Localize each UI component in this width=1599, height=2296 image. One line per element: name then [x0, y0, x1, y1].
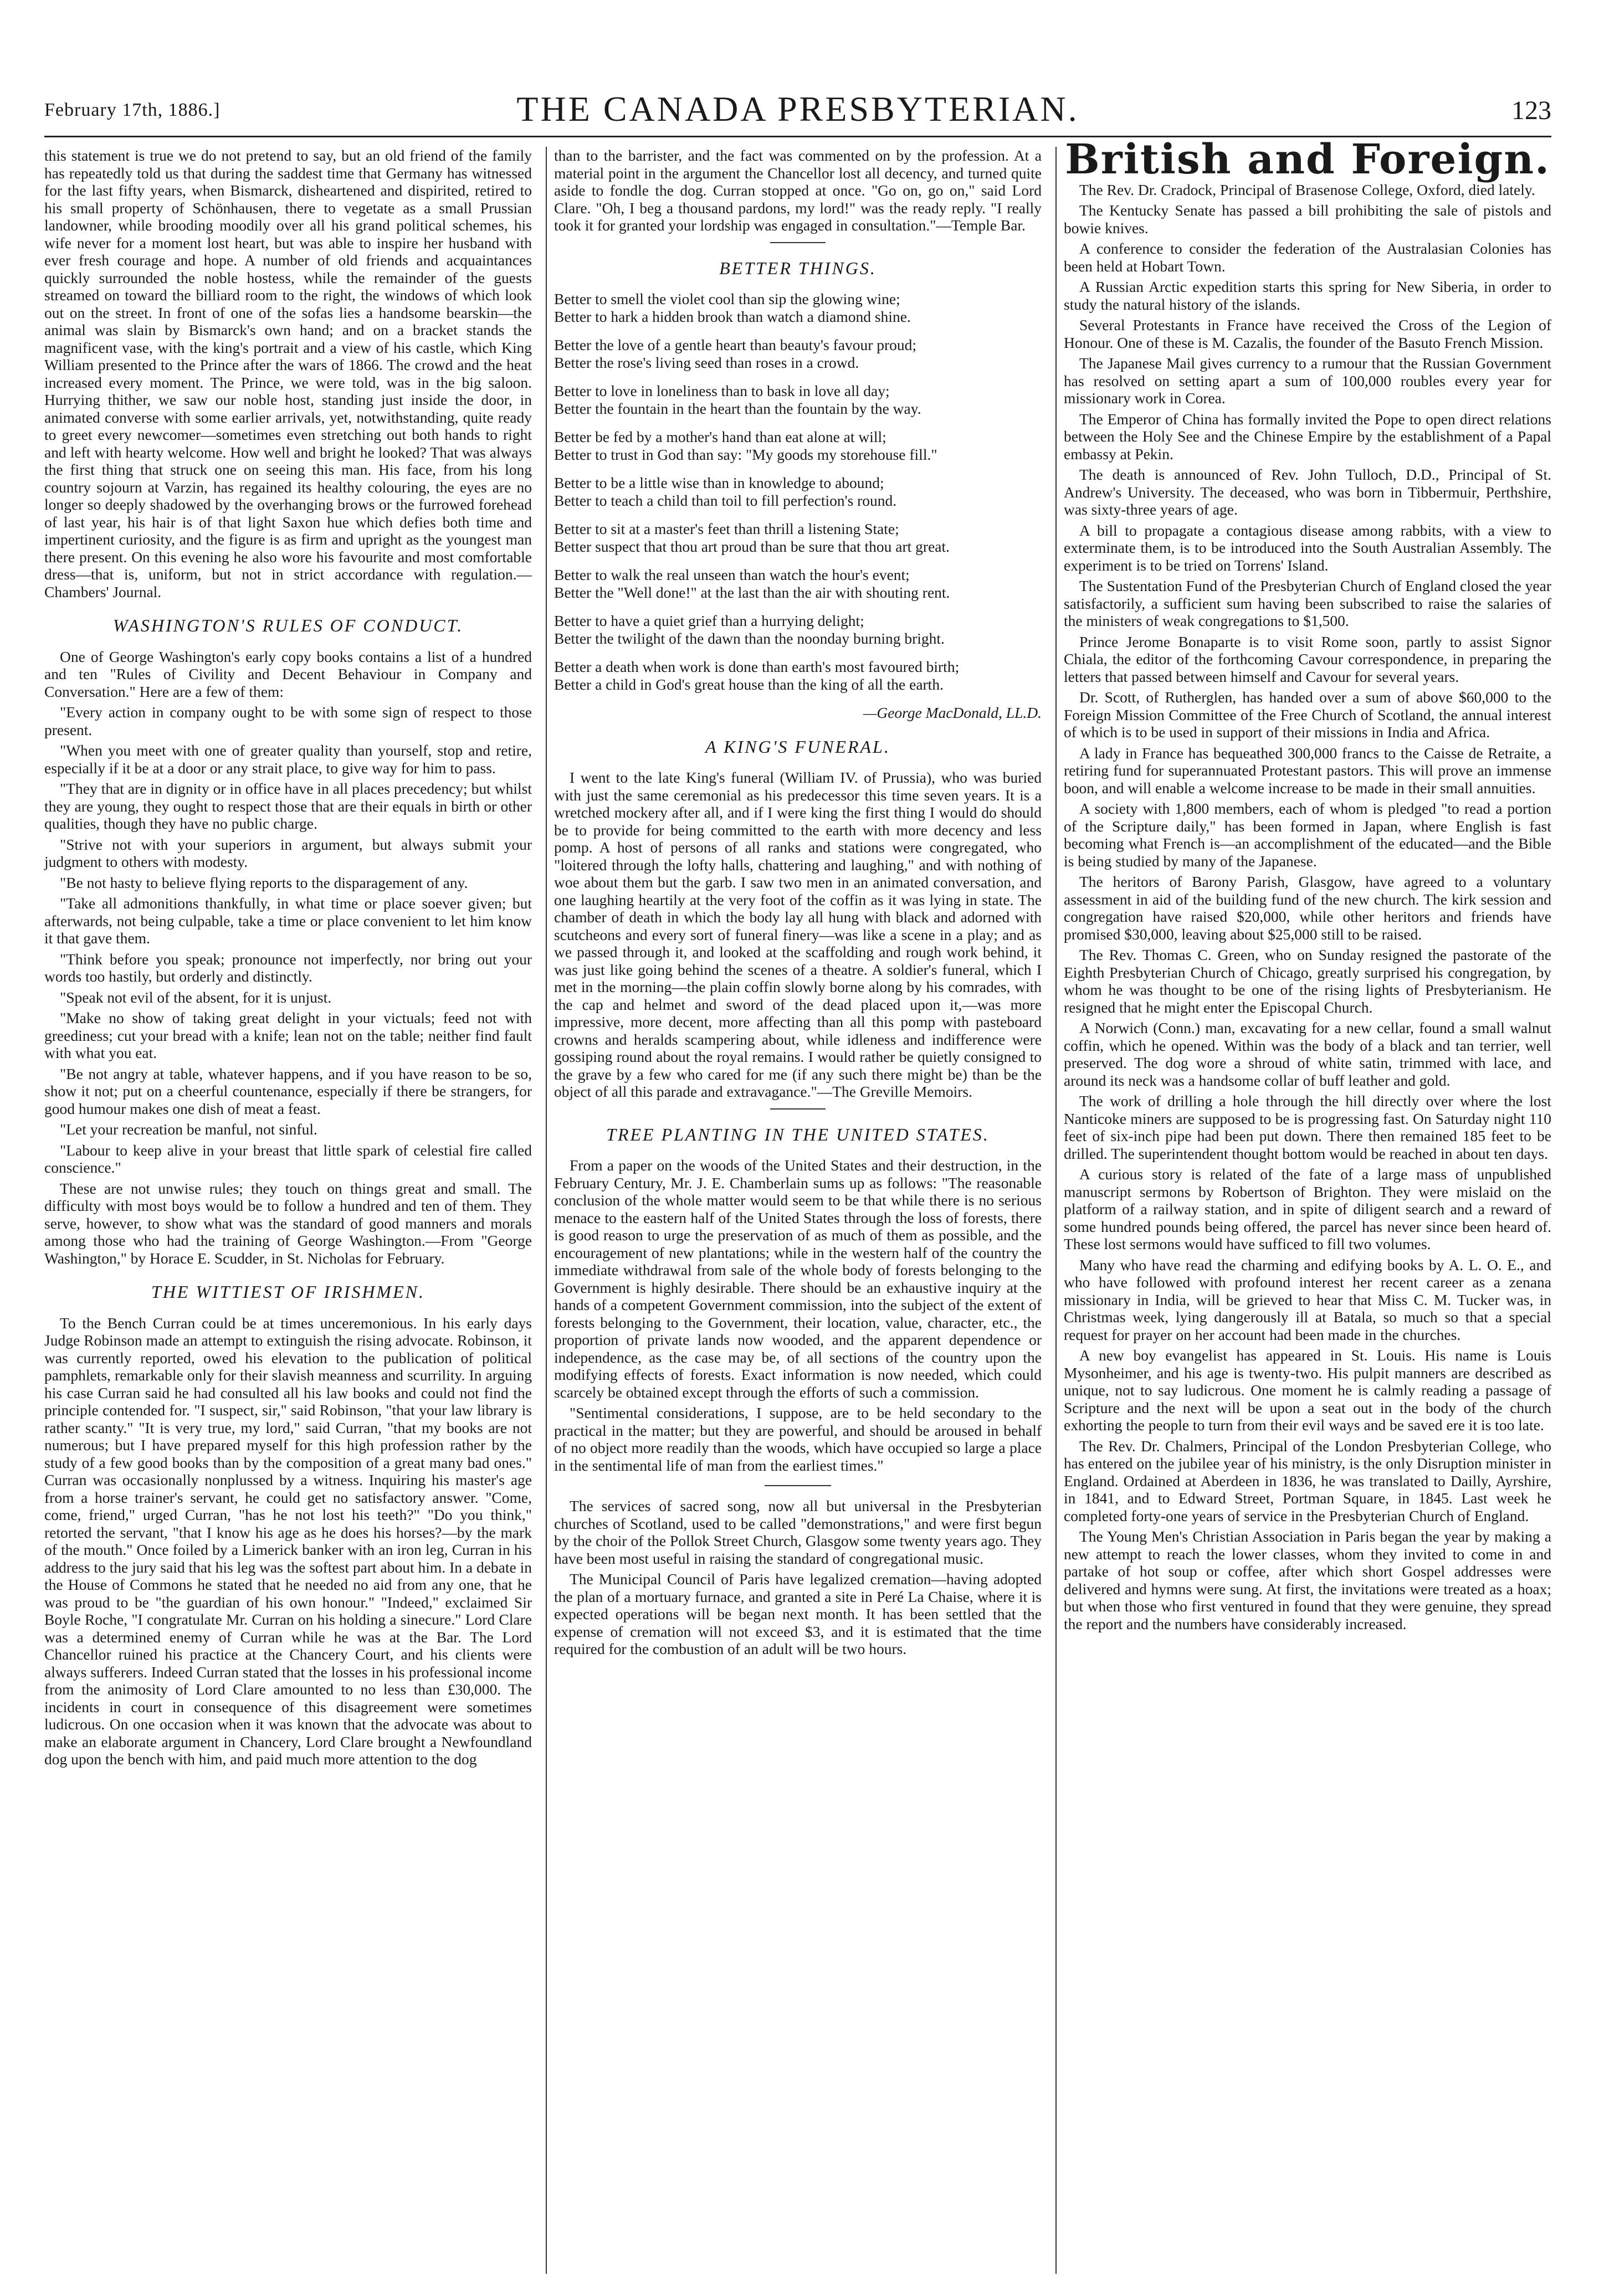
poem-line: Better to have a quiet grief than a hurrying delight;: [554, 612, 864, 629]
column-divider-1: [546, 147, 547, 2274]
news-item: A society with 1,800 members, each of whom is pledged "to read a portion of the Scripture daily," has been formed in Japan, where English is fast becoming what French is—an accomplishment of the educated—and the Bible is being studied by many of the Japanese.: [1064, 800, 1551, 870]
news-item: Many who have read the charming and edifying books by A. L. O. E., and who have followed with profound interest her recent career as a zenana missionary in India, will be grieved to hear that Miss C. M. Tucker was, in Christmas week, lying dangerously ill at Batala, so much so that a special request for prayer on her account had been made in the churches.: [1064, 1256, 1551, 1343]
news-item: Several Protestants in France have received the Cross of the Legion of Honour. One of these is M. Cazalis, the founder of the Basuto French Mission.: [1064, 316, 1551, 351]
news-item: A Russian Arctic expedition starts this spring for New Siberia, in order to study the natural history of the islands.: [1064, 278, 1551, 313]
poem-line: Better to trust in God than say: "My goods my storehouse fill.": [554, 445, 937, 463]
news-item: The work of drilling a hole through the hill directly over where the lost Nanticoke miners are supposed to be is progressing fast. On Saturday night 110 feet of six-inch pipe had been put down. There then remained 185 feet to be drilled. The superintendent thought bottom would be reached in about ten days.: [1064, 1092, 1551, 1162]
poem-stanza: [554, 474, 1042, 509]
funeral-article: I went to the late King's funeral (William IV. of Prussia), who was buried with just the same ceremonial as his predecessor this time seven years. It is a wretched mockery after all, and if I were king the first thing I would do should be to provide for being committed to the earth with more decency and less pomp. A host of persons of all ranks and stations were congregated, who "loitered through the lofty halls, chattering and laughing," and with nothing of woe about them but the garb. I saw two men in an animated conversation, and one laughing heartily at the very foot of the coffin as it was lying in state. The chamber of death in which the body lay all hung with black and adorned with scutcheons and every sort of funeral finery—was like a scene in a play; and as we passed through it, and looked at the scaffolding and rough work behind, it was just like going behind the scenes of a theatre. A soldier's funeral, which I met in the morning—the plain coffin slowly borne along by his comrades, with the cap and helmet and sword of the dead placed upon it,—was more impressive, more decent, more affecting than all this pomp with pasteboard crowns and heralds scampering about, while idleness and indifference were gossiping round about the royal remains. I would rather be quietly consigned to the grave by a few who cared for me (if any such there might be) than be the object of all this parade and extravagance."—The Greville Memoirs.: [554, 769, 1042, 1100]
news-item: A curious story is related of the fate of a large mass of unpublished manuscript sermons by Robertson of Brighton. They were mislaid on the platform of a railway station, and in spite of diligent search and a reward of some hundred pounds being offered, the parcel has never since been heard of. These lost sermons would have sufficed to fill two volumes.: [1064, 1165, 1551, 1252]
poem-line: Better a child in God's great house than the king of all the earth.: [554, 675, 944, 693]
poem-line: Better to teach a child than toil to fill perfection's round.: [554, 491, 897, 509]
news-item: The Kentucky Senate has passed a bill prohibiting the sale of pistols and bowie knives.: [1064, 202, 1551, 237]
poem-stanza: [554, 336, 1042, 371]
poem-line: Better to love in loneliness than to bask in love all day;: [554, 382, 890, 399]
washington-rule: "Take all admonitions thankfully, in what time or place soever given; but afterwards, not being culpable, take a time or place convenient to let him know it that gave them.: [44, 895, 532, 947]
news-item: The Emperor of China has formally invited the Pope to open direct relations between the Holy See and the Chinese Empire by the establishment of a Papal embassy at Pekin.: [1064, 410, 1551, 463]
poem-stanza: [554, 290, 1042, 325]
news-item: The Rev. Thomas C. Green, who on Sunday resigned the pastorate of the Eighth Presbyterian Church of Chicago, greatly surprised his congregation, by whom he was thought to be one of the rising lights of Presbyterianism. He resigned that he might enter the Episcopal Church.: [1064, 946, 1551, 1016]
news-item: The heritors of Barony Parish, Glasgow, have agreed to a voluntary assessment in aid of the building fund of the new church. The kirk session and congregation have raised $20,000, while other heritors and friends have promised $30,000, leaving about $25,000 still to be raised.: [1064, 873, 1551, 943]
news-item: Dr. Scott, of Rutherglen, has handed over a sum of above $60,000 to the Foreign Mission Committee of the Free Church of Scotland, the annual interest of which is to be used in support of their missions in India and Africa.: [1064, 689, 1551, 741]
poem-line: Better to be a little wise than in knowledge to abound;: [554, 474, 884, 491]
poem-line: Better be fed by a mother's hand than eat alone at will;: [554, 428, 886, 445]
issue-date: February 17th, 1886.]: [44, 100, 221, 120]
washington-rule: "Make no show of taking great delight in your victuals; feed not with greediness; cut your bread with a knife; lean not on the table; neither find fault with what you eat.: [44, 1009, 532, 1061]
british-and-foreign-title: British and Foreign.: [1065, 136, 1550, 183]
news-item: The Young Men's Christian Association in Paris began the year by making a new attempt to reach the lower classes, whom they invited to come in and partake of hot soup or coffee, after which short Gospel addresses were delivered and hymns were sung. At first, the invitations were treated as a hoax; but when those who first ventured in found that they were genuine, they spread the report and the numbers have considerably increased.: [1064, 1528, 1551, 1632]
bismarck-article-continued: this statement is true we do not pretend to say, but an old friend of the family has repeatedly told us that during the saddest time that Germany has witnessed for the last fifty years, when Bismarck, disheartened and dispirited, retired to his small property of Schönhausen, there to vegetate as a small Prussian landowner, while brooding moodily over all his grand political schemes, his wife never for a moment lost heart, but was able to inspire her husband with ever fresh courage and hope. A number of old friends and acquaintances quickly surrounded the noble hostess, while the remainder of the guests streamed on toward the billiard room to the right, the windows of which look out on the street. In front of one of the sofas lies a handsome bearskin—the animal was slain by Bismarck's own hand; and on a bracket stands the magnificent vase, with the king's portrait and a view of his castle, which King William presented to the Prince after the wars of 1866. The crowd and the heat increased every moment. The Prince, we were told, was in the big saloon. Hurrying thither, we saw our noble host, standing just inside the door, in animated converse with some earlier arrivals, yet, notwithstanding, quite ready to greet every newcomer—sometimes even stretching out both hands to right and left with hearty welcome. How well and bright he looked? That was always the first thing that struck one on seeing this man. His face, from his long country sojourn at Varzin, has regained its healthy colouring, the eyes are no longer so deeply shadowed by the overhanging brows or the furrowed forehead of last year, his hair is of that light Saxon hue which defies both time and impertinent curiosity, and the figure is as firm and upright as the youngest man there present. On this evening he also wore his favourite and most comfortable dress—that is, uniform, but not in strict accordance with regulation.—Chambers' Journal.: [44, 147, 532, 600]
column-1: [44, 147, 532, 1771]
poem-stanza: [554, 520, 1042, 555]
washington-rule: "Every action in company ought to be with some sign of respect to those present.: [44, 703, 532, 738]
poem-line: Better the rose's living seed than roses in a crowd.: [554, 353, 859, 371]
news-item: The Rev. Dr. Chalmers, Principal of the London Presbyterian College, who has entered on the jubilee year of his ministry, is the only Disruption minister in England. Ordained at Aberdeen in 1836, he was translated to Dailly, Ayrshire, in 1841, and to Edward Street, Portman Square, in 1845. Last week he completed forty-one years of service in the Presbyterian Church of England.: [1064, 1437, 1551, 1524]
washington-rule: "Be not angry at table, whatever happens, and if you have reason to be so, show it not; put on a cheerful countenance, especially if there be strangers, for good humour makes one dish of meat a feast.: [44, 1065, 532, 1117]
poem-line: Better to smell the violet cool than sip the glowing wine;: [554, 290, 900, 307]
poem-line: Better the love of a gentle heart than beauty's favour proud;: [554, 336, 917, 353]
wittiest-heading: THE WITTIEST OF IRISHMEN.: [151, 1282, 425, 1302]
poem-stanza: [554, 428, 1042, 463]
news-item: The death is announced of Rev. John Tulloch, D.D., Principal of St. Andrew's University. The deceased, who was born in Tibbermuir, Perthshire, was sixty-three years of age.: [1064, 466, 1551, 518]
funeral-heading: A KING'S FUNERAL.: [705, 736, 890, 757]
better-things-poem: [554, 290, 1042, 722]
washington-rule: "Speak not evil of the absent, for it is unjust.: [60, 988, 332, 1006]
poem-line: Better suspect that thou art proud than be sure that thou art great.: [554, 537, 950, 555]
newspaper-title: THE CANADA PRESBYTERIAN.: [516, 89, 1079, 129]
sacred-song-item: The services of sacred song, now all but universal in the Presbyterian churches of Scotland, used to be called "demonstrations," and were first begun by the choir of the Pollok Street Church, Glasgow some twenty years ago. They have been most useful in raising the standard of congregational music.: [554, 1497, 1042, 1567]
washington-rule: "Be not hasty to believe flying reports to the disparagement of any.: [60, 874, 468, 891]
news-item: A bill to propagate a contagious disease among rabbits, with a view to exterminate them, is to be introduced into the South Australian Assembly. The experiment is to be tried on Torrens' Island.: [1064, 521, 1551, 574]
poem-stanza: [554, 658, 1042, 693]
news-item: Prince Jerome Bonaparte is to visit Rome soon, partly to assist Signor Chiala, the editor of the forthcoming Cavour correspondence, in preparing the letters that passed between himself and Cavour for several years.: [1064, 633, 1551, 685]
washington-rule: "Let your recreation be manful, not sinful.: [60, 1121, 317, 1138]
washington-rule: "They that are in dignity or in office have in all places precedency; but whilst they are young, they ought to respect those that are their equals in birth or other qualities, though they have no public charge.: [44, 780, 532, 832]
page-number: 123: [1511, 96, 1551, 125]
news-item: A lady in France has bequeathed 300,000 francs to the Caisse de Retraite, a retiring fund for superannuated Protestant pastors. This will prove an immense boon, and will enable a welcome increase to be made in their small annuities.: [1064, 744, 1551, 797]
tree-planting-paragraph: From a paper on the woods of the United States and their destruction, in the February Century, Mr. J. E. Chamberlain sums up as follows: "The reasonable conclusion of the whole matter would seem to be that while there is no serious menace to the eastern half of the United States through the loss of forests, there is good reason to urge the preservation of as much of them as possible, and the encouragement of new plantations; while in the western half of the country the immediate withdrawal from sale of the whole body of forests belonging to the Government is highly desirable. There should be an exhaustive inquiry at the hands of a competent Government commission, into the subject of the extent of forests belonging to the Government, their location, value, character, etc., the proportion of private lands now wooded, and the apparent dependence or independence, as the case may be, of all sections of the country upon the modifying effects of forests. Exact information is now needed, which could scarcely be obtained except through the efforts of such a commission.: [554, 1157, 1042, 1401]
news-item: The Sustentation Fund of the Presbyterian Church of England closed the year satisfactorily, a sufficient sum having been subscribed to raise the salaries of the ministers of weak congregations to $1,500.: [1064, 577, 1551, 629]
poem-stanza: [554, 566, 1042, 601]
page-header: [44, 83, 1551, 127]
news-item: A new boy evangelist has appeared in St. Louis. His name is Louis Mysonheimer, and his age is twenty-two. His pulpit manners are described as unique, not to say ludicrous. One moment he is calmly reading a passage of Scripture and the next will be upon a seat out in the body of the church exhorting the people to turn from their evil ways and be saved ere it is too late.: [1064, 1347, 1551, 1434]
washington-conclusion: These are not unwise rules; they touch on things great and small. The difficulty with most boys would be to follow a hundred and ten of them. They serve, however, to show what was the standard of good manners and morals among those who had the training of George Washington.—From "George Washington," by Horace E. Scudder, in St. Nicholas for February.: [44, 1179, 532, 1267]
poem-line: Better the fountain in the heart than the fountain by the way.: [554, 399, 921, 417]
poem-line: Better to hark a hidden brook than watch a diamond shine.: [554, 307, 911, 325]
column-2: [554, 147, 1042, 1661]
washington-rule: "Labour to keep alive in your breast that little spark of celestial fire called conscience.": [44, 1141, 532, 1176]
column-divider-2: [1055, 147, 1057, 2274]
poem-stanza: [554, 612, 1042, 647]
section-rule: [770, 242, 826, 243]
cremation-item: The Municipal Council of Paris have legalized cremation—having adopted the plan of a mortuary furnace, and granted a site in Peré La Chaise, where it is expected operations will be began next month. It has been settled that the expense of cremation will not exceed $3, and it is estimated that the time required for the combustion of an adult will be two hours.: [554, 1570, 1042, 1657]
poem-stanza: [554, 382, 1042, 417]
poem-line: Better the twilight of the dawn than the noonday burning bright.: [554, 629, 945, 647]
washington-intro: One of George Washington's early copy books contains a list of a hundred and ten "Rules of Civility and Decent Behaviour in Company and Conversation." Here are a few of them:: [44, 648, 532, 700]
poem-author: —George MacDonald, LL.D.: [863, 704, 1042, 721]
tree-planting-paragraph: "Sentimental considerations, I suppose, are to be held secondary to the practical in the matter; but they are powerful, and should be aroused in behalf of no object more readily than the woods, which have occupied so large a place in the sentimental life of man from the earliest times.": [554, 1404, 1042, 1474]
washington-rule: "Strive not with your superiors in argument, but always submit your judgment to others with modesty.: [44, 835, 532, 870]
better-things-heading: BETTER THINGS.: [719, 258, 877, 278]
washington-rule: "Think before you speak; pronounce not imperfectly, nor bring out your words too hastily, but orderly and distinctly.: [44, 950, 532, 985]
section-rule: [765, 1485, 831, 1486]
tree-planting-heading: TREE PLANTING IN THE UNITED STATES.: [606, 1124, 990, 1144]
news-item: A Norwich (Conn.) man, excavating for a new cellar, found a small walnut coffin, which he opened. Within was the body of a black and tan terrier, well preserved. The dog wore a shroud of white satin, trimmed with lace, and around its neck was a handsome collar of buff leather and gold.: [1064, 1019, 1551, 1089]
news-item: A conference to consider the federation of the Australasian Colonies has been held at Hobart Town.: [1064, 240, 1551, 275]
news-item: The Japanese Mail gives currency to a rumour that the Russian Government has resolved on setting apart a sum of 100,000 roubles every year for missionary work in Corea.: [1064, 355, 1551, 407]
column-3: [1064, 136, 1551, 1636]
poem-line: Better a death when work is done than earth's most favoured birth;: [554, 658, 960, 675]
section-rule: [770, 1108, 826, 1110]
news-item: The Rev. Dr. Cradock, Principal of Brasenose College, Oxford, died lately.: [1079, 181, 1535, 198]
poem-line: Better to sit at a master's feet than thrill a listening State;: [554, 520, 899, 537]
poem-line: Better the "Well done!" at the last than the air with shouting rent.: [554, 583, 950, 601]
wittiest-article: To the Bench Curran could be at times unceremonious. In his early days Judge Robinson made an attempt to extinguish the rising advocate. Robinson, it was currently reported, owed his elevation to the publication of political pamphlets, remarkable only for their slavish meanness and scurrility. In arguing his case Curran said he had consulted all his law books and could not find the principle contended for. "I suspect, sir," said Robinson, "that your law library is rather scanty." "It is very true, my lord," said Curran, "that my books are not numerous; but I have prepared myself for this high profession rather by the study of a few good books than by the composition of a great many bad ones." Curran was occasionally nonplussed by a witness. Inquiring his master's age from a horse trainer's servant, he could get no satisfactory answer. "Come, come, friend," urged Curran, "has he not lost his teeth?" "Do you think," retorted the servant, "that I know his age as he does his horses?—by the mark of the mouth." Once foiled by a Limerick banker with an iron leg, Curran in his address to the jury said that his leg was the softest part about him. In a debate in the House of Commons he stated that he needed no aid from any one, that he was proud to be "the guardian of his own honour." "Indeed," exclaimed Sir Boyle Roche, "I congratulate Mr. Curran on his holding a sinecure." Lord Clare was a determined enemy of Curran while he was at the Bar. The Lord Chancellor ruined his practice at the Chancery Court, and his clients were always sufferers. Indeed Curran stated that the losses in his professional income from the animosity of Lord Clare amounted to no less than £30,000. The incidents in court in consequence of this disagreement were sometimes ludicrous. On one occasion when it was known that the advocate was about to make an elaborate argument in Chancery, Lord Clare brought a Newfoundland dog upon the bench with him, and paid much more attention to the dog: [44, 1314, 532, 1768]
washington-rule: "When you meet with one of greater quality than yourself, stop and retire, especially if it be at a door or any strait place, to give way for him to pass.: [44, 742, 532, 777]
washington-heading: WASHINGTON'S RULES OF CONDUCT.: [112, 615, 464, 635]
wittiest-article-continued: than to the barrister, and the fact was commented on by the profession. At a material point in the argument the Chancellor lost all decency, and turned quite aside to fondle the dog. Curran stopped at once. "Go on, go on," said Lord Clare. "Oh, I beg a thousand pardons, my lord!" was the ready reply. "I really took it for granted your lordship was engaged in consultation."—Temple Bar.: [554, 147, 1042, 234]
poem-line: Better to walk the real unseen than watch the hour's event;: [554, 566, 910, 583]
